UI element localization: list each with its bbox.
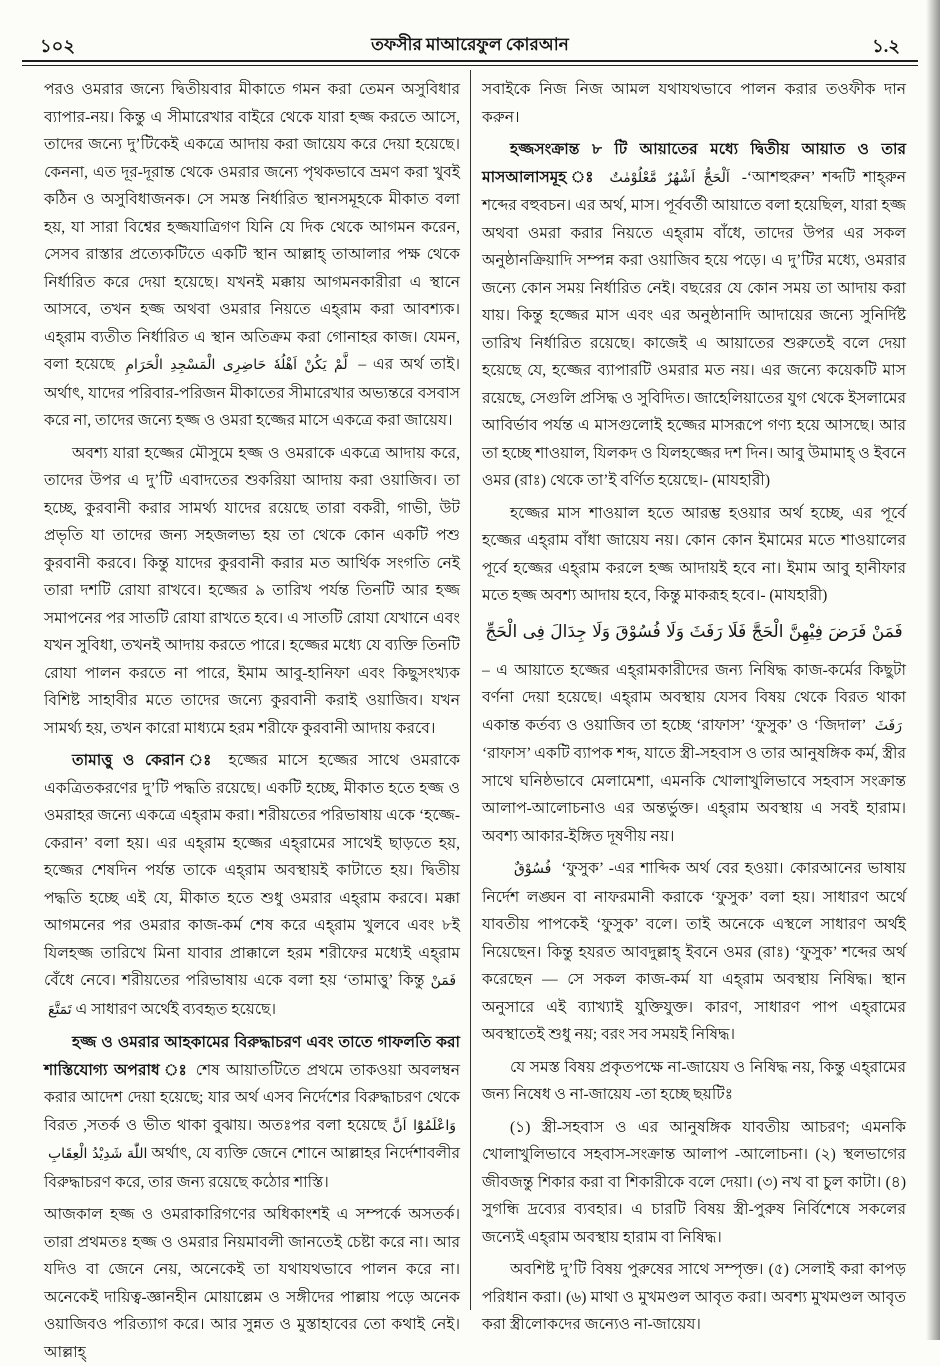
- paragraph: [482, 657, 906, 851]
- paragraph: [482, 76, 906, 131]
- paragraph-text: যে সমস্ত বিষয় প্রকৃতপক্ষে না-জায়েয ও নিষিদ্ধ নয়, কিন্তু এহ্‌রামের জন্য নিষেধ ও না-জায়েয -তা হচ্ছে ছয়টিঃ: [482, 1058, 906, 1103]
- paragraph-text: অবশিষ্ট দু’টি বিষয় পুরুষের সাথে সম্পৃক্ত। (৫) সেলাই করা কাপড় পরিধান করা। (৬) মাথা ও মুখমণ্ডল আবৃত করা। অবশ্য মুখমণ্ডল আবৃত করা স্ত্রীলোকদের জন্যেও না-জায়েয।: [482, 1261, 906, 1333]
- arabic-quote: فَمَنْ تَمَتَّعَ: [48, 973, 457, 1018]
- running-header: [0, 30, 940, 58]
- paragraph-text: শেষ আয়াতটিতে প্রথমে তাকওয়া অবলম্বন করার আদেশ দেয়া হয়েছে; যার অর্থ এসব নির্দেশের বিরুদ্ধাচরণ থেকে বিরত ,সতর্ক ও ভীত থাকা বুঝায়। অতঃপর বলা হয়েছে: [44, 1061, 461, 1134]
- right-column: [482, 76, 907, 1333]
- paragraph-text: ‘ফুসুক’ -এর শাব্দিক অর্থ বের হওয়া। কোরআনের ভাষায় নির্দেশ লঙ্ঘন বা নাফরমানী করাকে ‘ফুসুক’ বলা হয়। সাধারণ অর্থে যাবতীয় পাপকেই ‘ফুসুক’ বলে। তাই অনেকে এস্থলে সাধারণ অর্থই নিয়েছেন। কিন্তু হযরত আবদুল্লাহ্ ইবনে ওমর (রাঃ) ‘ফুসুক’ শব্দের অর্থ করেছেন — সে সকল কাজ-কর্ম যা এহ্‌রাম অবস্থায় নিষিদ্ধ। স্থান অনুসারে এই ব্যাখ্যাই যুক্তিযুক্ত। কারণ, সাধারণ পাপ এহ্‌রামের অবস্থাতেই শুধু নয়; বরং সব সময়ই নিষিদ্ধ।: [482, 860, 906, 1043]
- paragraph-text: অর্থাৎ, যে ব্যক্তি জেনে শোনে আল্লাহর নির্দেশাবলীর বিরুদ্ধাচরণ করে, তার জন্য রয়েছে কঠোর শাস্তি।: [44, 1145, 461, 1191]
- paragraph-text: – এর অর্থ তাই। অর্থাৎ, যাদের পরিবার-পরিজন মীকাতের সীমারেখার অভ্যন্তরে বসবাস করে না, তাদের জন্যে হজ্জ ও ওমরা হজ্জের মাসে একত্রে করা জায়েয।: [44, 356, 461, 429]
- section-heading: হজ্জ ও ওমরার আহকামের বিরুদ্ধাচরণ এবং তাতে গাফলতি করা শাস্তিযোগ্য অপরাধ ঃ: [44, 1034, 460, 1079]
- page-number-right: ১.২: [872, 36, 900, 56]
- paragraph-text: ‘রাফাস’ একটি ব্যাপক শব্দ, যাতে স্ত্রী-সহবাস ও তার আনুষঙ্গিক কর্ম, স্ত্রীর সাথে ঘনিষ্ঠভাবে মেলামেশা, এমনকি খোলাখুলিভাবে সহবাস সংক্রান্ত আলাপ-আলোচনাও এর অন্তর্ভুক্ত। এহ্‌রাম অবস্থায় এ সবই হারাম। অবশ্য আকার-ইঙ্গিত দূষণীয় নয়।: [482, 745, 906, 845]
- arabic-quote: وَاعْلَمُوْٓا اَنَّ اللّٰهَ شَدِيْدُ الْعِقَابِ: [48, 1117, 456, 1162]
- paragraph: [482, 1054, 906, 1109]
- book-title: তফসীর মাআরেফুল কোরআন: [371, 35, 569, 54]
- section-heading: তামাত্তু ও কেরান ঃ: [72, 752, 219, 769]
- left-column: [44, 76, 461, 1361]
- arabic-quote: لَّمْ يَكُنْ اَهْلُهٗ حَاضِرِى الْمَسْجِدِ الْحَرَامِ: [125, 357, 348, 373]
- arabic-quote: اَلْحَجُّ اَشْهُرٌ مَّعْلُوْمٰتٌ: [609, 169, 730, 186]
- section-heading: হজ্জসংক্রান্ত ৮ টি আয়াতের মধ্যে দ্বিতীয় আয়াত ও তার মাসআলাসমূহ ঃ: [482, 141, 906, 186]
- paragraph-text: এ সাধারণ অর্থেই ব্যবহৃত হয়েছে।: [75, 1000, 277, 1018]
- page-number-left: ১০২: [40, 36, 76, 56]
- paragraph: [482, 136, 906, 495]
- arabic-quote: فُسُوْقٌ: [514, 861, 552, 877]
- paragraph: [44, 1201, 460, 1366]
- paragraph-text: -‘আশহুরুন’ শব্দটি শাহ্‌রুন শব্দের বহুবচন। এর অর্থ, মাস। পূর্ববর্তী আয়াতে বলা হয়েছিল, যারা হজ্জ অথবা ওমরা করার নিয়তে এহ্‌রাম বাঁধে, তাদের উপর এর সকল অনুষ্ঠানক্রিয়াদি সম্পন্ন করা ওয়াজিব হয়ে পড়ে। এ দু’টির মধ্যে, ওমরার জন্যে কোন সময় নির্ধারিত নেই। বছরের যে কোন সময় তা আদায় করা যায়। কিন্তু হজ্জের মাস এবং এর অনুষ্ঠানাদি আদায়ের জন্যে সুনির্দিষ্ট তারিখ নির্ধারিত রয়েছে। কাজেই এ আয়াতের শুরুতেই বলে দেয়া হয়েছে যে, হজ্জের ব্যাপারটি ওমরার মত নয়। এর জন্যে কয়েকটি মাস রয়েছে, সেগুলি প্রসিদ্ধ ও সুবিদিত। জাহেলিয়াতের যুগ থেকে ইসলামের আবির্ভাব পর্যন্ত এ মাসগুলোই হজ্জের মাসরূপে গণ্য হয়ে আসছে। আর তা হচ্ছে শাওয়াল, যিলকদ ও যিলহজ্জের দশ দিন। আবু উমামাহ্ ও ইবনে ওমর (রাঃ) থেকে তা’ই বর্ণিত হয়েছে।- (মাযহারী): [482, 168, 907, 489]
- page-edge-shadow: [926, 0, 940, 1340]
- paragraph-text: অবশ্য যারা হজ্জের মৌসুমে হজ্জ ও ওমরাকে একত্রে আদায় করে, তাদের উপর এ দু’টি এবাদতের শুকরিয়া আদায় করা ওয়াজিব। তা হচ্ছে, কুরবানী করার সামর্থ্য যাদের রয়েছে তারা বকরী, গাভী, উট প্রভৃতি যা তাদের জন্য সহজলভ্য হয় তা থেকে কোন একটি পশু কুরবানী করবে। কিন্তু যাদের কুরবানী করার মত আর্থিক সংগতি নেই তারা দশটি রোযা রাখবে। হজ্জের ৯ তারিখ পর্যন্ত তিনটি আর হজ্জ সমাপনের পর সাতটি রোযা রাখতে হবে। এ সাতটি রোযা যেখানে এবং যখন সুবিধা, তখনই আদায় করতে পারে। হজ্জের মধ্যে যে ব্যক্তি তিনটি রোযা পালন করতে না পারে, ইমাম আবু-হানিফা এবং কিছুসংখ্যক বিশিষ্ট সাহাবীর মতে তাদের জন্যে কুরবানী করাই ওয়াজিব। যখন সামর্থ্য হয়, তখন কারো মাধ্যমে হরম শরীফে কুরবানী আদায় করবে।: [44, 444, 460, 737]
- paragraph-text: পরও ওমরার জন্যে দ্বিতীয়বার মীকাতে গমন করা তেমন অসুবিধার ব্যাপার-নয়। কিন্তু এ সীমারেখার বাইরে থেকে যারা হজ্জ করতে আসে, তাদের জন্যে দু’টিকেই একত্রে আদায় করা জায়েয করে দেয়া হয়েছে। কেননা, এত দূর-দূরান্ত থেকে ওমরার জন্যে পৃথকভাবে ভ্রমণ করা খুবই কঠিন ও অসুবিধাজনক। সে সমস্ত নির্ধারিত স্থানসমূহকে মীকাত বলা হয়, যা সারা বিশ্বের হজ্জযাত্রিগণ যিনি যে দিক থেকে আগমন করেন, সেসব রাস্তার প্রত্যেকটিতে একটি স্থান আল্লাহ্ তাআলার পক্ষ থেকে নির্ধারিত করে দেয়া হয়েছে। যখনই মক্কায় আগমনকারীরা এ স্থানে আসবে, তখন হজ্জ অথবা ওমরার নিয়তে এহ্‌রাম করা আবশ্যক। এহ্‌রাম ব্যতীত নির্ধারিত এ স্থান অতিক্রম করা গোনাহর কাজ। যেমন, বলা হয়েছে: [44, 81, 460, 373]
- paragraph: [44, 1029, 460, 1196]
- paragraph: [482, 1256, 906, 1339]
- paragraph: [482, 500, 906, 610]
- column-divider: [470, 70, 471, 1310]
- paragraph-text: (১) স্ত্রী-সহবাস ও এর আনুষঙ্গিক যাবতীয় আচরণ; এমনকি খোলাখুলিভাবে সহবাস-সংক্রান্ত আলাপ -আলোচনা। (২) স্থলভাগের জীবজন্তু শিকার করা বা শিকারীকে বলে দেয়া। (৩) নখ বা চুল কাটা। (৪) সুগন্ধি দ্রব্যের ব্যবহার। এ চারটি বিষয় স্ত্রী-পুরুষ নির্বিশেষে সকলের জন্যেই এহ্‌রাম অবস্থায় হারাম বা নিষিদ্ধ।: [482, 1118, 906, 1246]
- header-double-rule: [22, 60, 918, 66]
- paragraph-text: হজ্জের মাস শাওয়াল হতে আরম্ভ হওয়ার অর্থ হচ্ছে, এর পূর্বে হজ্জের এহ্‌রাম বাঁধা জায়েয নয়। কোন কোন ইমামের মতে শাওয়ালের পূর্বে হজ্জের এহ্‌রাম করলে হজ্জ আদায়ই হবে না। ইমাম আবু হানীফার মতে হজ্জ অবশ্য আদায় হবে, কিন্তু মাকরূহ হবে।- (মাযহারী): [482, 504, 906, 604]
- arabic-quote: رَفَثَ: [874, 717, 902, 734]
- paragraph: [482, 1114, 906, 1252]
- paragraph: [482, 855, 906, 1049]
- paragraph-text: সবাইকে নিজ নিজ আমল যথাযথভাবে পালন করার তওফীক দান করুন।: [482, 81, 906, 126]
- paragraph: [44, 747, 460, 1024]
- paragraph: [44, 440, 460, 743]
- paragraph-text: আজকাল হজ্জ ও ওমরাকারিগণের অধিকাংশই এ সম্পর্কে অসতর্ক। তারা প্রথমতঃ হজ্জ ও ওমরার নিয়মাবলী জানতেই চেষ্টা করে না। আর যদিও বা জেনে নেয়, অনেকেই তা যথাযথভাবে পালন করে না। অনেকেই দায়িত্ব-জ্ঞানহীন মোয়াল্লেম ও সঙ্গীদের পাল্লায় পড়ে অনেক ওয়াজিবও পরিত্যাগ করে। আর সুন্নত ও মুস্তাহাবের তো কথাই নেই। আল্লাহ্: [44, 1206, 460, 1361]
- quran-verse: فَمَنْ فَرَضَ فِيْهِنَّ الْحَجَّ فَلَا رَفَثَ وَلَا فُسُوْقَ وَلَا جِدَالَ فِى الْحَجِّ: [485, 621, 903, 642]
- paragraph: [44, 76, 460, 435]
- paragraph-text: – এ আয়াতে হজ্জের এহ্‌রামকারীদের জন্য নিষিদ্ধ কাজ-কর্মের কিছুটা বর্ণনা দেয়া হয়েছে। এহ্‌রাম অবস্থায় যেসব বিষয় থেকে বিরত থাকা একান্ত কর্তব্য ও ওয়াজিব তা হচ্ছে ‘রাফাস’ ‘ফুসুক’ ও ‘জিদাল’: [482, 661, 906, 734]
- paragraph-text: হজ্জের মাসে হজ্জের সাথে ওমরাকে একত্রিতকরণের দু’টি পদ্ধতি রয়েছে। একটি হচ্ছে, মীকাত হতে হজ্জ ও ওমরাহর জন্যে একত্রে এহ্‌রাম করা। শরীয়তের পরিভাষায় একে ‘হজ্জে-কেরান’ বলা হয়। এর এহ্‌রাম হজ্জের এহ্‌রামের সাথেই ছাড়তে হয়, হজ্জের শেষদিন পর্যন্ত তাকে এহ্‌রাম অবস্থায়ই কাটাতে হয়। দ্বিতীয় পদ্ধতি হচ্ছে এই যে, মীকাত হতে শুধু ওমরার এহ্‌রাম করবে। মক্কা আগমনের পর ওমরার কাজ-কর্ম শেষ করে এহ্‌রাম খুলবে এবং ৮ই যিলহজ্জ তারিখে মিনা যাবার প্রাক্কালে হরম শরীফের মধ্যেই এহ্‌রাম বেঁধে নেবে। শরীয়তের পরিভাষায় একে বলা হয় ‘তামাত্তু’ কিন্তু: [44, 752, 461, 989]
